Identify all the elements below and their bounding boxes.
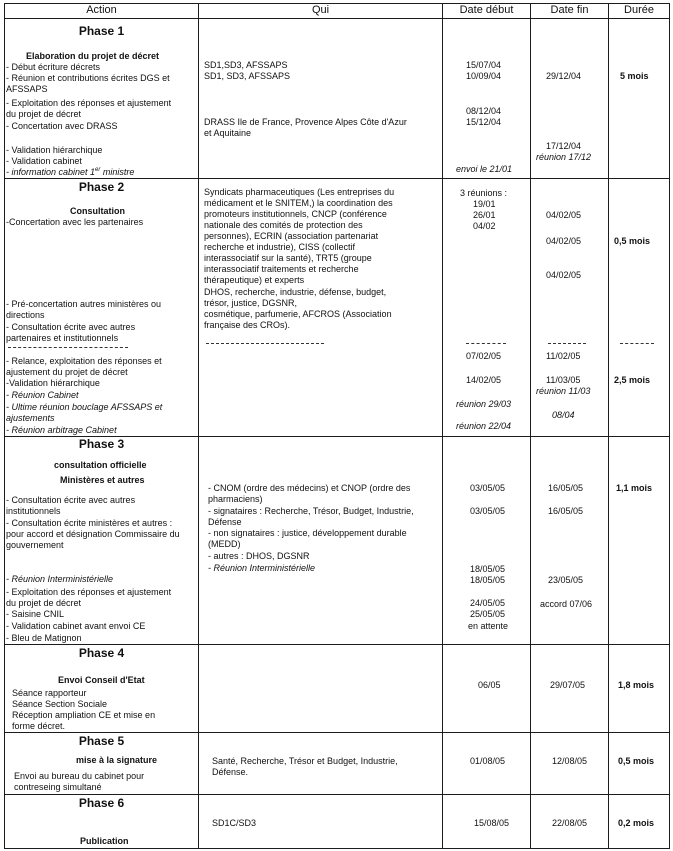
phase-3-qui: - signataires : Recherche, Trésor, Budget, Industrie, [208, 506, 414, 516]
phase-5-qui: Défense. [212, 767, 249, 777]
phase-1-qui: DRASS Ile de France, Provence Alpes Côte d'Azur [204, 117, 407, 127]
phase-2-qui: Syndicats pharmaceutiques (Les entreprises du [204, 187, 395, 197]
phase-1-duree: 5 mois [620, 71, 649, 81]
phase-2-action: directions [6, 310, 45, 320]
phase-2-qui: personnes), ECRIN (association partenariat [204, 231, 379, 241]
debut-separator [466, 343, 506, 344]
column-separator-4 [608, 3, 609, 849]
phase-3-qui: - autres : DHOS, DGSNR [208, 551, 310, 561]
phase-3-action: - Exploitation des réponses et ajustement [6, 587, 172, 597]
phase-5-duree: 0,5 mois [618, 756, 655, 766]
phase-6-subtitle: Publication [80, 836, 129, 846]
table-border-right [669, 3, 670, 849]
phase-3-action: institutionnels [6, 506, 61, 516]
phase-2-action: -Concertation avec les partenaires [6, 217, 144, 227]
phase-5-debut: 01/08/05 [470, 756, 506, 766]
phase-3-subtitle: Ministères et autres [60, 475, 145, 485]
phase-2-action: ajustements [6, 413, 55, 423]
phase-separator-5 [4, 794, 670, 795]
info-cabinet-text: - information cabinet 1 [6, 167, 96, 177]
phase-2-action: - Réunion Cabinet [6, 390, 79, 400]
phase-2-debut: 26/01 [473, 210, 496, 220]
qui-separator [206, 343, 324, 344]
header-action: Action [86, 4, 117, 16]
phase-3-debut: 18/05/05 [470, 564, 506, 574]
phase-2-fin: 08/04 [552, 410, 575, 420]
phase-2-qui: médicament et le SNITEM,) la coordination des [204, 198, 393, 208]
phase-6-debut: 15/08/05 [474, 818, 510, 828]
column-separator-3 [530, 3, 531, 849]
phase-5-title: Phase 5 [78, 734, 125, 748]
phase-2-debut: 3 réunions : [460, 188, 508, 198]
phase-3-qui: Défense [208, 517, 242, 527]
phase-3-action: - Consultation écrite avec autres [6, 495, 136, 505]
phase-6-duree: 0,2 mois [618, 818, 655, 828]
phase-2-qui: nationale des comités de protection des [204, 220, 363, 230]
phase-1-action-info [6, 167, 134, 177]
table-border-bottom [4, 848, 670, 849]
phase-3-action: pour accord et désignation Commissaire du [6, 529, 180, 539]
phase-2-action: - Ultime réunion bouclage AFSSAPS et [6, 402, 163, 412]
phase-1-action: - Validation hiérarchique [6, 145, 103, 155]
phase-1-debut: 08/12/04 [466, 106, 502, 116]
phase-1-debut: 15/07/04 [466, 60, 502, 70]
phase-2-debut: réunion 22/04 [456, 421, 512, 431]
phase-2-debut: 04/02 [473, 221, 496, 231]
phase-2-fin: 04/02/05 [546, 210, 582, 220]
phase-4-subtitle: Envoi Conseil d'Etat [58, 675, 145, 685]
phase-2-action: partenaires et institutionnels [6, 333, 119, 343]
phase-5-fin: 12/08/05 [552, 756, 588, 766]
phase-2-qui: interassociatif traitements et recherche [204, 264, 359, 274]
phase-2-debut: 07/02/05 [466, 351, 502, 361]
phase-3-debut: 24/05/05 [470, 598, 506, 608]
phase-1-action: - Exploitation des réponses et ajustement [6, 98, 172, 108]
phase-2-fin: 11/03/05 [546, 375, 581, 385]
phase-3-fin: 16/05/05 [548, 506, 584, 516]
phase-2-debut: réunion 29/03 [456, 399, 512, 409]
header-separator [4, 18, 670, 19]
phase-3-action: du projet de décret [6, 598, 82, 608]
phase-2-action: - Consultation écrite avec autres [6, 322, 136, 332]
phase-2-debut: 14/02/05 [466, 375, 502, 385]
phase-3-action: gouvernement [6, 540, 64, 550]
phase-1-action: - Début écriture décrets [6, 62, 101, 72]
phase-3-debut: en attente [468, 621, 509, 631]
phase-3-debut: 03/05/05 [470, 483, 506, 493]
phase-2-fin: 11/02/05 [546, 351, 581, 361]
header-date-fin: Date fin [550, 4, 589, 16]
header-qui: Qui [311, 4, 330, 16]
info-cabinet-superscript: er [95, 167, 101, 173]
phase-2-qui: promoteurs institutionnels, CNCP (conférence [204, 209, 387, 219]
phase-separator-3 [4, 644, 670, 645]
phase-1-subtitle: Elaboration du projet de décret [26, 51, 160, 61]
phase-2-qui: recherche et industrie), CISS (collectif [204, 242, 356, 252]
phase-1-action: du projet de décret [6, 109, 82, 119]
phase-2-qui: cosmétique, parfumerie, AFCROS (Association [204, 309, 392, 319]
phase-2-action: -Validation hiérarchique [6, 378, 100, 388]
phase-2-action: ajustement du projet de décret [6, 367, 128, 377]
phase-1-qui: SD1, SD3, AFSSAPS [204, 71, 291, 81]
phase-3-qui: - Réunion Interministérielle [208, 563, 316, 573]
phase-2-duree: 0,5 mois [614, 236, 651, 246]
phase-1-qui: SD1,SD3, AFSSAPS [204, 60, 288, 70]
phase-3-action: - Consultation écrite ministères et autres : [6, 518, 173, 528]
phase-3-fin: accord 07/06 [540, 599, 593, 609]
phase-1-fin: 29/12/04 [546, 71, 582, 81]
phase-3-fin: 16/05/05 [548, 483, 584, 493]
duree-separator [620, 343, 654, 344]
phase-2-duree: 2,5 mois [614, 375, 651, 385]
phase-4-action: Séance rapporteur [12, 688, 87, 698]
phase-6-fin: 22/08/05 [552, 818, 588, 828]
phase-separator-1 [4, 178, 670, 179]
phase-1-debut: 10/09/04 [466, 71, 502, 81]
phase-1-debut: envoi le 21/01 [456, 164, 513, 174]
phase-3-qui: (MEDD) [208, 539, 241, 549]
phase-2-fin: 04/02/05 [546, 270, 582, 280]
phase-1-title: Phase 1 [78, 24, 125, 38]
phase-2-qui: interassociatif sur la santé), TRT5 (groupe [204, 253, 372, 263]
phase-5-action: contreseing simultané [14, 782, 102, 792]
phase-3-action: - Bleu de Matignon [6, 633, 82, 643]
phase-2-subtitle: Consultation [70, 206, 125, 216]
phase-3-duree: 1,1 mois [616, 483, 653, 493]
phase-separator-4 [4, 732, 670, 733]
info-cabinet-ministre: ministre [102, 167, 135, 177]
phase-3-qui: pharmaciens) [208, 494, 263, 504]
phase-5-action: Envoi au bureau du cabinet pour [14, 771, 145, 781]
phase-2-qui: DHOS, recherche, industrie, défense, budget, [204, 287, 387, 297]
phase-1-action: - Validation cabinet [6, 156, 82, 166]
phase-6-title: Phase 6 [78, 796, 125, 810]
phase-3-title: Phase 3 [78, 437, 125, 451]
phase-1-fin: réunion 17/12 [536, 152, 592, 162]
phase-4-duree: 1,8 mois [618, 680, 655, 690]
phase-4-action: Réception ampliation CE et mise en [12, 710, 156, 720]
phase-4-action: forme décret. [12, 721, 66, 731]
fin-separator [548, 343, 586, 344]
phase-3-debut: 18/05/05 [470, 575, 506, 585]
phase-2-fin: réunion 11/03 [536, 386, 591, 396]
header-duree: Durée [624, 4, 654, 16]
phase-3-qui: - CNOM (ordre des médecins) et CNOP (ordre des [208, 483, 411, 493]
phase-3-action: - Validation cabinet avant envoi CE [6, 621, 146, 631]
phase-1-debut: 15/12/04 [466, 117, 502, 127]
phase-2-separator [8, 347, 128, 348]
phase-3-action: - Réunion Interministérielle [6, 574, 114, 584]
phase-2-qui: thérapeutique) et experts [204, 275, 305, 285]
phase-4-action: Séance Section Sociale [12, 699, 108, 709]
phase-3-qui: - non signataires : justice, développement durable [208, 528, 407, 538]
table-border-left [4, 3, 5, 849]
phase-3-action: - Saisine CNIL [6, 609, 65, 619]
phase-5-subtitle: mise à la signature [76, 755, 158, 765]
phase-2-action: - Relance, exploitation des réponses et [6, 356, 162, 366]
phase-2-action: - Réunion arbitrage Cabinet [6, 425, 117, 435]
phase-1-action: AFSSAPS [6, 84, 48, 94]
phase-1-action: - Réunion et contributions écrites DGS et [6, 73, 170, 83]
phase-3-debut: 25/05/05 [470, 609, 506, 619]
header-date-debut: Date début [459, 4, 514, 16]
phase-1-fin: 17/12/04 [546, 141, 582, 151]
phase-2-title: Phase 2 [78, 180, 125, 194]
phase-4-fin: 29/07/05 [550, 680, 586, 690]
phase-2-qui: française des CROs). [204, 320, 291, 330]
phase-6-qui: SD1C/SD3 [212, 818, 257, 828]
phase-3-fin: 23/05/05 [548, 575, 584, 585]
phase-2-debut: 19/01 [473, 199, 496, 209]
phase-4-debut: 06/05 [478, 680, 501, 690]
phase-2-action: - Pré-concertation autres ministères ou [6, 299, 162, 309]
phase-3-subtitle: consultation officielle [54, 460, 147, 470]
phase-2-qui: trésor, justice, DGSNR, [204, 298, 298, 308]
phase-1-qui: et Aquitaine [204, 128, 252, 138]
phase-3-debut: 03/05/05 [470, 506, 506, 516]
phase-2-fin: 04/02/05 [546, 236, 582, 246]
column-separator-1 [198, 3, 199, 849]
phase-1-action: - Concertation avec DRASS [6, 121, 118, 131]
phase-5-qui: Santé, Recherche, Trésor et Budget, Industrie, [212, 756, 398, 766]
column-separator-2 [442, 3, 443, 849]
phase-4-title: Phase 4 [78, 646, 125, 660]
